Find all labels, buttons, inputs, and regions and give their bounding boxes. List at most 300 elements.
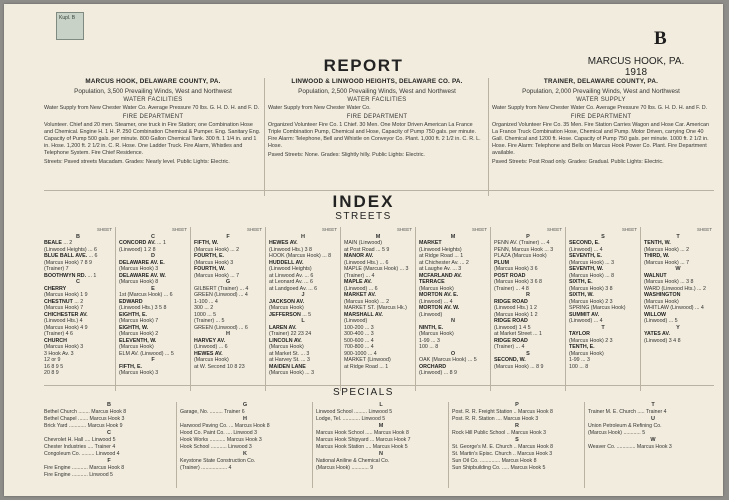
index-entry-name: SIXTH, W. [569,292,594,298]
index-entry-name: MAPLE AV. [344,279,372,285]
index-entry-name: SIXTH, E. [569,279,593,285]
index-letter: T [601,324,605,331]
street-index [44,227,716,391]
index-entry-name: at Ridge Road [344,363,378,370]
index-entry-name: CHESTNUT [44,298,73,305]
map-sheet [4,4,723,496]
index-entry-sheet: ... 8 [577,363,589,370]
index-entry-sheet: ... 3 [603,259,615,266]
index-entry-name: (Marcus Hook) [194,357,229,363]
index-entry-name: HUDDELL AV. [269,259,304,266]
index-entry-name: (Marcus Hook) [269,305,304,311]
index-entry-name: POST ROAD [494,272,526,279]
index-entry-name: MORTON AV. E. [419,292,459,298]
specials-letter: H [243,416,247,422]
index-entry-name: (Marcus Hook) 3 8 [569,285,613,292]
index-entry-name: (Linwood Hts.) [344,259,379,266]
sheet-year: 1918 [624,67,648,78]
index-entry-name: (Marcus Hook) 3 [194,259,234,266]
report-text: Streets: Paved streets Macadam. Grades: Nearly level. Public Lights: Electric. [44,159,230,165]
index-entry-name: JACKSON AV. [269,298,305,305]
index-entry [44,370,112,377]
index-entry-name: (Marcus Hook) [194,246,229,253]
specials-entry: Post. R. R. Freight Station .. Marcus Hook 8 [452,409,553,415]
index-entry-name: (Marcus Hook) [569,259,604,266]
index-entry-name: 300 [194,305,203,311]
index-entry-name: FIFTH, E. [119,363,142,370]
index-letter: S [601,233,605,240]
index-entry-name: (Linwood Heights) [269,266,312,272]
index-entry-name: (Linwood) [344,318,368,324]
index-entry-sheet: ... 8 [320,253,332,259]
index-entry-name: TERRACE [419,279,445,285]
column-rule [448,402,449,488]
report-heading: MARCUS HOOK, DELAWARE COUNTY, PA. [85,78,221,85]
index-entry-name: 3 Hook Av. 3 [44,350,74,357]
sheet-town: MARCUS HOOK, PA. [587,56,685,67]
report-column [44,78,262,168]
index-entry-name: (Marcus Hook) 3 6 8 [494,279,542,285]
index-letter: L [301,318,305,324]
index-entry-sheet: ... 4 [207,298,218,305]
index-entry-name: PENN AV. (Trainer) [494,240,540,246]
index-entry-name: (Marcus Hook) 7 8 9 [44,259,92,266]
report-column [268,78,486,161]
report-heading: LINWOOD & LINWOOD HEIGHTS, DELAWARE CO. PA. [291,78,463,85]
specials-entry: National Aniline & Chemical Co. [316,458,390,464]
index-column [494,227,562,370]
index-entry-name: DELAWARE AV. W. [119,272,166,279]
specials-index [44,402,716,488]
index-entry-name: (Linwood) [644,318,668,324]
index-entry-name: at Landgoed Av. [269,285,307,292]
archive-stamp: Kupl. B [56,12,84,40]
report-text: Organized Volunteer Fire Co. 35 Men. Fire Station Carries Wagon and Hose Car. American La France Truck Combination Hose, Chemical and Pump. Motor Driven, carrying One 40 Gall. Chemical and 1200 ft. Hose. Capacity of Pump 750 gals. per minute. 1000 ft. 2 1/2 in. Hose. Fire Alarm: Telephone and Bells on Marcus Hook Power Co. Plant. Fire Department available. [492,122,710,156]
index-entry-sheet: ... 5 [214,318,225,324]
index-entry-sheet: ... 3 [303,370,315,376]
index-column [269,227,337,377]
index-entry-name: (Linwood) [569,246,593,253]
index-entry-sheet: ... 4 [514,344,525,350]
index-title: INDEX [332,192,395,211]
index-entry-name: THIRD, W. [644,253,670,259]
index-entry-name: (Trainer) [494,285,515,292]
report-text: Organized Volunteer Fire Co. 1 Chief. 30 Men. One Motor Driven American La France Triple Combination Pump, Chemical and Hose, Capacity of Pump 750 gals. per minute. Fire Alarm: Telephone, Bell and Whistle on Conveyor Co. Plant. 1,000 ft. 2 1/2 in. C. R. L. Hose. [268,122,481,149]
index-letter: M [450,233,456,240]
index-entry [494,364,562,371]
index-entry-name: WILLOW [644,311,667,318]
index-entry-sheet: ... 6 [306,285,318,292]
specials-letter: N [379,451,383,457]
index-entry-name: 1-99 [419,337,430,344]
index-letter: E [151,285,155,292]
index-entry-name: (Linwood) 3 4 8 [644,337,681,344]
index-entry [644,338,712,345]
column-rule [265,227,266,391]
index-head-right: SHEET [696,227,712,232]
index-entry-name: CHURCH [44,337,67,344]
index-entry-sheet: ... 6 [367,285,378,292]
report-text: Water Supply from New Chester Water Co. Average Pressure 70 lbs. G. H. D. H. and F. D. [44,105,260,111]
index-entry [419,370,487,377]
index-entry-name: (Linwood) [419,311,443,318]
index-entry-name: (Marcus Hook) [569,350,604,357]
index-entry-name: MARKET [419,240,442,246]
index-entry-sheet: ... 1 [155,240,166,246]
index-entry-name: 1-100 [194,298,208,305]
specials-entry: Weaver Co. ............. Marcus Hook 3 [588,444,672,450]
index-entry-name: GREEN (Linwood) [194,324,238,331]
index-entry-name: CHICHESTER AV. [44,311,88,318]
index-entry-name: RIDGE ROAD [494,337,528,344]
index-entry-name: 16 8 9 5 [44,363,64,370]
index-head-right: SHEET [621,227,637,232]
index-entry-name: (Marcus Hook) 2 3 [569,337,613,344]
index-entry-sheet: ... 1 [531,331,542,337]
specials-entry: Hook School ........... Linwood 3 [180,444,252,450]
index-entry-sheet: ... 1 [377,363,389,370]
index-entry-name: (Marcus Hook) 3 [119,370,159,376]
index-entry-name: (Marcus Hook) 3 [119,266,159,272]
index-entry-sheet: ... 3 [398,266,409,272]
specials-letter: M [378,423,384,429]
index-entry-name: WASHINGTON [644,292,681,298]
index-entry-sheet: ... 4 [693,305,704,311]
index-entry-name: (Trainer) 7 [44,266,69,272]
specials-entry: Chester Industries .... Trainer 4 [44,444,116,450]
index-column [419,227,487,377]
index-head-right: SHEET [471,227,487,232]
index-entry-name: SUMMIT AV. [569,311,600,318]
specials-entry: (Marcus Hook) ............ 9 [316,465,374,471]
index-entry-name: MCFARLAND AV. [419,272,462,279]
index-entry-sheet: ... 2 [202,305,214,311]
index-entry-name: 500-600 [344,337,364,344]
index-entry-name: at Market St. [269,350,300,357]
index-letter: F [151,357,155,363]
index-entry-name: MORTON AV. W. [419,305,460,311]
index-entry-name: (Marcus Hook) [644,246,679,253]
index-entry-name: DELAWARE AV. E. [119,259,165,266]
specials-letter: R [515,423,519,429]
index-entry-name: (Trainer) [494,344,515,350]
index-entry-name: MAIDEN LANE [269,363,306,370]
index-letter: D [151,253,155,259]
index-entry-name: WALNUT [644,272,667,279]
index-entry-name: TENTH, E. [569,344,595,350]
index-entry-sheet: ... 4 [363,337,374,344]
index-entry [269,370,337,377]
report-text: Paved Streets: None. Grades: Slightly hilly. Public Lights: Electric. [268,152,425,158]
specials-letter: L [379,402,383,408]
specials-letter: C [107,430,111,436]
index-entry-name: RIDGE ROAD [494,318,528,324]
index-entry-name: ELEVENTH, W. [119,337,157,344]
section-heading: WATER FACILITIES [123,97,183,103]
index-entry-name: PLUM [494,259,510,266]
index-entry-sheet: ... 1 [452,253,464,259]
index-letter: P [526,233,530,240]
index-column [644,227,712,344]
index-entry-name: HEWES AV. [194,350,223,357]
index-entry-sheet: ... 2 [72,298,84,305]
index-entry-sheet: ... 6 [87,253,98,259]
specials-entry: Brick Yard ............ Marcus Hook 9 [44,423,123,429]
index-entry-name: at Post Road [344,246,375,253]
specials-column [588,402,718,451]
index-entry-name: (Marcus Hook) [419,331,454,337]
index-entry-sheet: ... 4 [238,285,249,292]
index-entry-name: PENN, Marcus Hook [494,246,543,253]
index-entry-name: (Marcus Hook) 1 2 [494,311,538,318]
specials-entry: Marcus Hook Station .... Marcus Hook 5 [316,444,408,450]
specials-letter: K [243,451,247,457]
specials-entry: Bethel Chapel ....... Marcus Hook 3 [44,416,125,422]
index-entry-sheet: ... 4 [363,344,374,350]
index-entry-sheet: ... 6 [302,272,314,279]
index-letter: W [675,266,681,272]
index-entry-name: 100 [419,344,428,350]
index-entry-name: WARD (Linwood Hts.) [644,285,696,292]
column-rule [488,78,489,196]
index-column [569,227,637,370]
specials-entry: Fire Engine ........... Marcus Hook 8 [44,465,125,471]
specials-entry: Bethel Church ........ Marcus Hook 8 [44,409,127,415]
index-entry-name: CONCORD AV. [119,240,156,246]
index-entry-sheet: ... 2 [61,240,73,246]
index-entry-name: (Marcus Hook) 8 [119,279,159,285]
column-rule [190,227,191,391]
index-entry-name: (Linwood) 1 2 8 [119,246,156,253]
index-entry-sheet: ... 3 [579,357,590,363]
index-column [194,227,262,370]
index-entry-name: MARKET AV. [344,292,376,298]
index-entry-sheet: ... 3 [299,350,310,357]
index-letter: S [526,350,530,357]
index-head-right: SHEET [246,227,262,232]
index-entry-sheet: ... 6 [217,344,228,350]
index-entry-sheet: ... 3 [429,337,440,344]
index-entry-sheet: ... 5 9 [374,246,390,253]
specials-entry: Marcus Hook Shipyard ... Marcus Hook 7 [316,437,411,443]
index-entry-name: FOURTH, E. [194,253,225,259]
index-letter: J [301,292,305,298]
index-entry-name: ELM AV. (Linwood) [119,350,164,357]
index-entry-name: (Linwood Hts.) 4 [44,318,83,324]
index-entry-sheet: ... 6 [162,292,173,298]
index-entry-name: (Linwood) [344,285,368,292]
index-entry-name: WHITLAW (Linwood) [644,305,694,311]
index-entry-sheet: ... 3 [363,324,374,331]
index-entry-name: MAPLE (Marcus Hook) [344,266,399,272]
index-entry-name: TAYLOR [569,331,590,337]
index-entry-name: HARVEY AV. [194,337,226,344]
index-entry [344,364,412,371]
index-entry-sheet: ... 5 [205,311,217,318]
specials-entry: Harwood Paving Co. ... Marcus Hook 8 [180,423,270,429]
index-entry-name: EIGHTH, W. [119,324,149,331]
index-entry-name: at Linwood Av. [269,272,303,279]
index-entry-name: GILBERT (Trainer) [194,285,239,292]
report-section [44,78,714,196]
specials-letter: S [515,437,519,443]
specials-entry: Hook Works ........... Marcus Hook 3 [180,437,262,443]
index-entry-name: 900-1000 [344,350,367,357]
index-letter: N [451,318,455,324]
index-entry-name: SEVENTH, E. [569,253,602,259]
index-entry-sheet: ... 3 [450,266,462,272]
specials-letter: B [107,402,111,408]
specials-entry: St. Martin's Episc. Church .. Marcus Hook 3 [452,451,553,457]
index-entry-name: (Marcus Hook) [644,279,679,285]
index-entry-name: (Linwood Hts.) 1 2 [494,305,537,311]
index-entry-name: (Marcus Hook) [344,298,379,305]
index-entry-name: FIFTH, W. [194,240,219,246]
index-letter: C [76,279,80,285]
index-entry-name: 20 8 9 [44,370,59,376]
index-entry-sheet: ... 6 [86,246,98,253]
index-letter: R [526,292,530,298]
specials-entry: Congoleum Co. ......... Linwood 4 [44,451,120,457]
column-rule [415,227,416,391]
index-entry-name: (Marcus Hook) [569,272,604,279]
specials-entry: Sun Oil Co. .............. Marcus Hook 8 [452,458,537,464]
index-letter: T [676,233,680,240]
specials-entry: Linwood School ......... Linwood 5 [316,409,393,415]
index-entry-sheet: ... 2 [695,285,706,292]
index-entry-name: NINTH, E. [419,324,444,331]
specials-column [180,402,310,472]
index-entry-sheet: ... 4 8 [514,285,529,292]
index-head-right: SHEET [396,227,412,232]
specials-entry: Garage, No. ......... Trainer 6 [180,409,245,415]
index-entry-name: MAIN (Linwood) [344,240,382,246]
index-entry-name: at Laughe Av. [419,266,451,272]
specials-letter: W [650,437,656,443]
specials-entry: (Trainer) .................. 4 [180,465,232,471]
index-entry-sheet: ... 6 [302,279,313,285]
specials-column [316,402,446,472]
index-entry-sheet: ... 3 8 [678,279,694,285]
index-column [119,227,187,377]
index-column [44,227,112,377]
index-entry-sheet: ... 3 [363,331,374,337]
index-entry-name: (Marcus Hook) [194,272,229,279]
index-entry-name: YATES AV. [644,331,671,337]
index-entry-sheet: ... 4 [237,292,248,298]
index-entry-sheet: ... 5 [163,350,174,357]
index-entry-name: 700-800 [344,344,364,350]
population-line: Population, 2,000 Prevailing Winds, West and Northwest [522,88,680,95]
index-letter: M [375,233,381,240]
column-rule [340,227,341,391]
index-entry-name: at Market Street [494,331,532,337]
index-letter: Y [676,324,680,331]
index-head-right: SHEET [96,227,112,232]
index-entry-sheet: ... 8 9 [442,370,457,376]
index-entry-name: TENTH, W. [644,240,671,246]
specials-letter: T [651,402,655,408]
population-line: Population, 3,500 Prevailing Winds, West and Northwest [74,88,232,95]
index-entry-name: FOURTH, W. [194,266,226,272]
index-entry-name: (Marcus Hook) [269,370,304,376]
specials-entry: Hood Co. Paint Co. .... Linwood 3 [180,430,257,436]
index-entry-sheet: ... 4 [366,350,377,357]
index-entry-name: PLAZA (Marcus Hook) [494,253,547,259]
index-entry-name: BEALE [44,240,62,246]
specials-entry: Lodge, Tel. ............ Linwood 5 [316,416,386,422]
sheet-letter: B [654,28,667,49]
index-entry-name: (Linwood Heights) [44,246,87,253]
column-rule [584,402,585,488]
index-letter: F [226,233,230,240]
index-entry-name: at W. Second 10 8 23 [194,363,245,370]
index-entry-sheet: ... 7 [678,259,690,266]
report-text: Water Supply from New Chester Water Co. Average Pressure 70 lbs. G. H. D. H. and F. D. [492,105,708,111]
index-entry-name: (Marcus Hook) 7 [119,318,159,324]
specials-letter: P [515,402,519,408]
index-entry-sheet: ... 8 [603,272,615,279]
index-entry-name: MARKET (Linwood) [344,357,391,363]
index-entry-name: (Linwood) [419,370,443,376]
index-letter: H [301,233,305,240]
index-entry-name: MANOR AV. [344,253,374,259]
specials-letter: G [242,402,248,408]
index-entry-name: SECOND, W. [494,357,526,363]
index-entry-sheet: ... 5 [466,357,477,363]
index-entry-sheet: ... 6 [237,324,248,331]
index-entry-name: CHERRY [44,285,67,292]
index-entry-name: JEFFERSON [269,311,301,318]
index-entry-name: BOOTHWYN RD. [44,272,87,279]
index-entry-name: SEVENTH, W. [569,266,604,272]
index-entry-sheet: ... 8 [427,344,439,350]
column-rule [565,227,566,391]
specials-letter: F [107,458,111,464]
specials-entry: St. George's M. E. Church .. Marcus Hook 8 [452,444,554,450]
index-entry-sheet: ... 4 [442,298,453,305]
index-entry-name: EIGHTH, E. [119,311,147,318]
divider [44,190,714,191]
report-text: Water Supply from New Chester Water Co. [268,105,371,111]
report-text: Volunteer. Chief and 20 men. Steamer, one truck in Fire Station; one Combination Hose and Chemical. Engine H. 1 H. P. 250 Combination Chemical & Pumper. Eng. Sanitary Eng. Capacity of Pump 500 gals. per minute. 800 Gallon Chemical Tank. 300 ft. 1 1/4 in. and 1 in. Hose. 1,200 ft. 2 1/2 in. C. R. Hose. One Ladder Truck. Fire Alarm, Whistles and Telephone System. Fire Chief Residence. [44,122,261,156]
index-entry-name: MARSHALL AV. [344,311,383,318]
index-entry-sheet: ... 5 [300,311,312,318]
index-letter: H [226,331,230,337]
index-entry-name: SECOND, E. [569,240,600,246]
index-entry-name: (Marcus Hook) 1 9 [44,292,88,298]
index-entry-sheet: ... 7 [228,272,240,279]
report-column [492,78,710,168]
index-head-right: SHEET [321,227,337,232]
column-rule [312,402,313,488]
index-entry-name: 12 or 9 [44,357,61,363]
section-heading: FIRE DEPARTMENT [346,114,408,120]
index-entry-name: LINCOLN AV. [269,337,302,344]
index-entry-name: at Chichester Av. [419,259,459,266]
report-title: REPORT [323,56,404,75]
index-entry-name: MARKET ST. (Marcus Hk.) [344,305,407,311]
index-entry-sheet: ... 4 [592,246,603,253]
index-entry-name: (Marcus Hook) 2 3 [569,298,613,305]
index-entry [119,370,187,377]
index-entry-name: (Linwood) [569,318,593,324]
index-entry-sheet: ... 2 [228,246,240,253]
index-entry-sheet: ... 2 [678,246,690,253]
specials-entry: Rock Hill Public School .. Marcus Hook 3 [452,430,546,436]
index-entry-name: 100-200 [344,324,364,331]
index-entry-sheet: ... 2 [458,259,469,266]
